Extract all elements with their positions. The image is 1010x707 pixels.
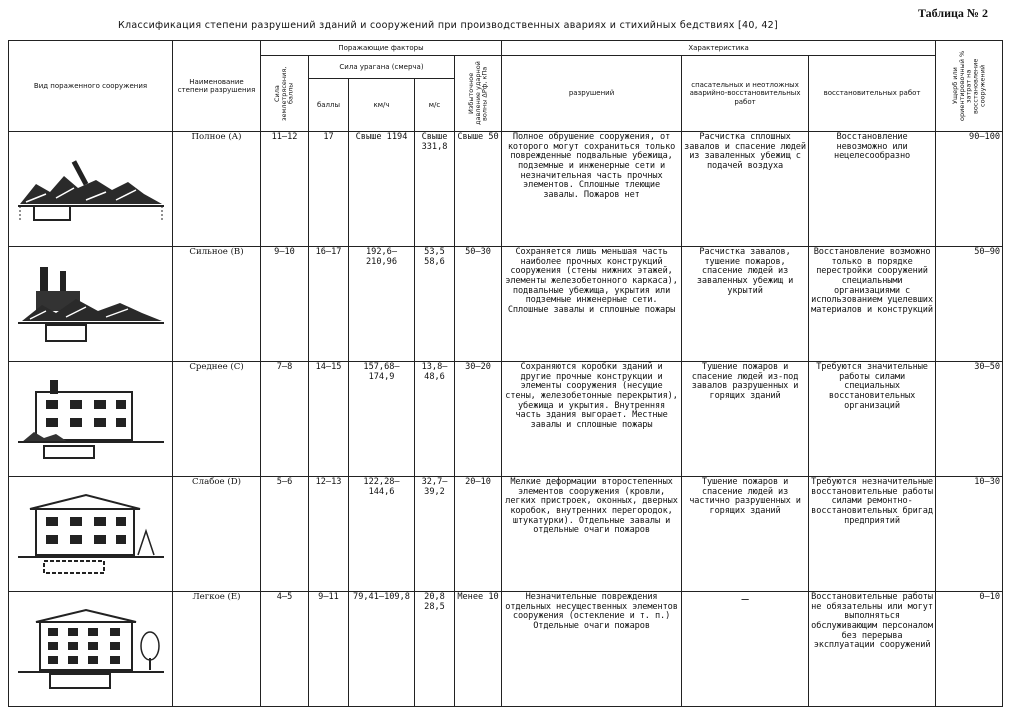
building-illustration-heavy xyxy=(9,247,173,362)
damage-level: Сильное (В) xyxy=(173,247,261,362)
wind-kmh-value: 192,6—210,96 xyxy=(349,247,415,362)
table-row xyxy=(9,247,1003,362)
damage-classification-table xyxy=(8,40,1003,707)
earthquake-value: 5—6 xyxy=(261,477,309,592)
header-wind-kmh: км/ч xyxy=(349,79,415,132)
destruction-text: Сохраняются коробки зданий и другие прочные конструкции и элементы сооружения (несущие стены, железобетонные перекрытия), убежища и укрытия. Внутренняя часть здания выгорает. Местные завалы и сплошные пожары xyxy=(502,362,682,477)
loss-value: 90—100 xyxy=(936,132,1003,247)
destruction-text: Мелкие деформации второстепенных элементов сооружения (кровли, легких пристроек, оконных, дверных коробок, внутренних перегородок, штукатурки). Отдельные завалы и отдельные очаги пожаров xyxy=(502,477,682,592)
wind-points-value: 9—11 xyxy=(309,592,349,707)
header-loss: Ущерб или ориентировочный % затрат на восстановление сооружений xyxy=(936,41,1003,132)
wind-kmh-value: 157,68—174,9 xyxy=(349,362,415,477)
earthquake-value: 11—12 xyxy=(261,132,309,247)
wind-points-value: 12—13 xyxy=(309,477,349,592)
loss-value: 50—90 xyxy=(936,247,1003,362)
overpressure-value: 30—20 xyxy=(455,362,502,477)
header-damage-level: Наименование степени разрушения xyxy=(173,41,261,132)
rescue-text: Расчистка сплошных завалов и спасение людей из заваленных убежищ с подачей воздуха xyxy=(682,132,809,247)
wind-kmh-value: Свыше 1194 xyxy=(349,132,415,247)
header-hurricane-group: Сила урагана (смерча) xyxy=(309,56,455,79)
rescue-text: Тушение пожаров и спасение людей из частично разрушенных и горящих зданий xyxy=(682,477,809,592)
header-factors-group: Поражающие факторы xyxy=(261,41,502,56)
restoration-text: Восстановление невозможно или нецелесообразно xyxy=(809,132,936,247)
wind-ms-value: Свыше 331,8 xyxy=(415,132,455,247)
header-destruction: разрушений xyxy=(502,56,682,132)
wind-kmh-value: 122,28—144,6 xyxy=(349,477,415,592)
restoration-text: Требуются незначительные восстановительные работы силами ремонтно-восстановительных бригад предприятий xyxy=(809,477,936,592)
restoration-text: Восстановление возможно только в порядке перестройки сооружений специальными организациями с использованием уцелевших материалов и конструкций xyxy=(809,247,936,362)
table-number: Таблица № 2 xyxy=(917,6,988,20)
loss-value: 10—30 xyxy=(936,477,1003,592)
earthquake-value: 4—5 xyxy=(261,592,309,707)
overpressure-value: 20—10 xyxy=(455,477,502,592)
table-caption: Классификация степени разрушений зданий и сооружений при производственных авариях и стихийных бедствиях [40, 42] xyxy=(118,20,779,31)
restoration-text: Восстановительные работы не обязательны или могут выполняться обслуживающим персоналом без перерыва эксплуатации сооружений xyxy=(809,592,936,707)
destruction-text: Сохраняется лишь меньшая часть наиболее прочных конструкций сооружения (стены нижних этажей, элементы железобетонного каркаса), подвальные убежища, укрытия или подземные инженерные сети. Сплошные завалы и сплошные пожары xyxy=(502,247,682,362)
table-row xyxy=(9,592,1003,707)
building-illustration-full xyxy=(9,132,173,247)
rescue-text: Расчистка завалов, тушение пожаров, спасение людей из заваленных убежищ и укрытий xyxy=(682,247,809,362)
overpressure-value: Менее 10 xyxy=(455,592,502,707)
wind-ms-value: 20,8 28,5 xyxy=(415,592,455,707)
table-row xyxy=(9,132,1003,247)
table-row xyxy=(9,362,1003,477)
header-wind-points: баллы xyxy=(309,79,349,132)
table-row xyxy=(9,477,1003,592)
header-wind-ms: м/с xyxy=(415,79,455,132)
wind-points-value: 14—15 xyxy=(309,362,349,477)
header-restoration: восстановительных работ xyxy=(809,56,936,132)
overpressure-value: 50—30 xyxy=(455,247,502,362)
wind-ms-value: 13,8—48,6 xyxy=(415,362,455,477)
wind-kmh-value: 79,41—109,8 xyxy=(349,592,415,707)
loss-value: 0—10 xyxy=(936,592,1003,707)
damage-level: Среднее (С) xyxy=(173,362,261,477)
header-rescue: спасательных и неотложных аварийно-восстановительных работ xyxy=(682,56,809,132)
destruction-text: Незначительные повреждения отдельных несущественных элементов сооружения (остекление и т. п.) Отдельные очаги пожаров xyxy=(502,592,682,707)
header-characteristics-group: Характеристика xyxy=(502,41,936,56)
wind-points-value: 16—17 xyxy=(309,247,349,362)
earthquake-value: 7—8 xyxy=(261,362,309,477)
header-overpressure: Избыточное давление ударной волны ΔPф, кПа xyxy=(455,56,502,132)
header-earthquake: Сила землетрясения, баллы xyxy=(261,56,309,132)
rescue-text: — xyxy=(682,592,809,707)
damage-level: Легкое (Е) xyxy=(173,592,261,707)
building-illustration-light xyxy=(9,592,173,707)
overpressure-value: Свыше 50 xyxy=(455,132,502,247)
damage-level: Слабое (D) xyxy=(173,477,261,592)
building-illustration-medium xyxy=(9,362,173,477)
rescue-text: Тушение пожаров и спасение людей из-под завалов разрушенных и горящих зданий xyxy=(682,362,809,477)
restoration-text: Требуются значительные работы силами специальных восстановительных организаций xyxy=(809,362,936,477)
loss-value: 30—50 xyxy=(936,362,1003,477)
damage-level: Полное (А) xyxy=(173,132,261,247)
wind-points-value: 17 xyxy=(309,132,349,247)
destruction-text: Полное обрушение сооружения, от которого могут сохраниться только поврежденные подвальные убежища, подземные и инженерные сети и незначительная часть прочных элементов. Сплошные тлеющие завалы. Пожаров нет xyxy=(502,132,682,247)
wind-ms-value: 32,7—39,2 xyxy=(415,477,455,592)
earthquake-value: 9—10 xyxy=(261,247,309,362)
building-illustration-weak xyxy=(9,477,173,592)
header-object-type: Вид пораженного сооружения xyxy=(9,41,173,132)
wind-ms-value: 53,5 58,6 xyxy=(415,247,455,362)
